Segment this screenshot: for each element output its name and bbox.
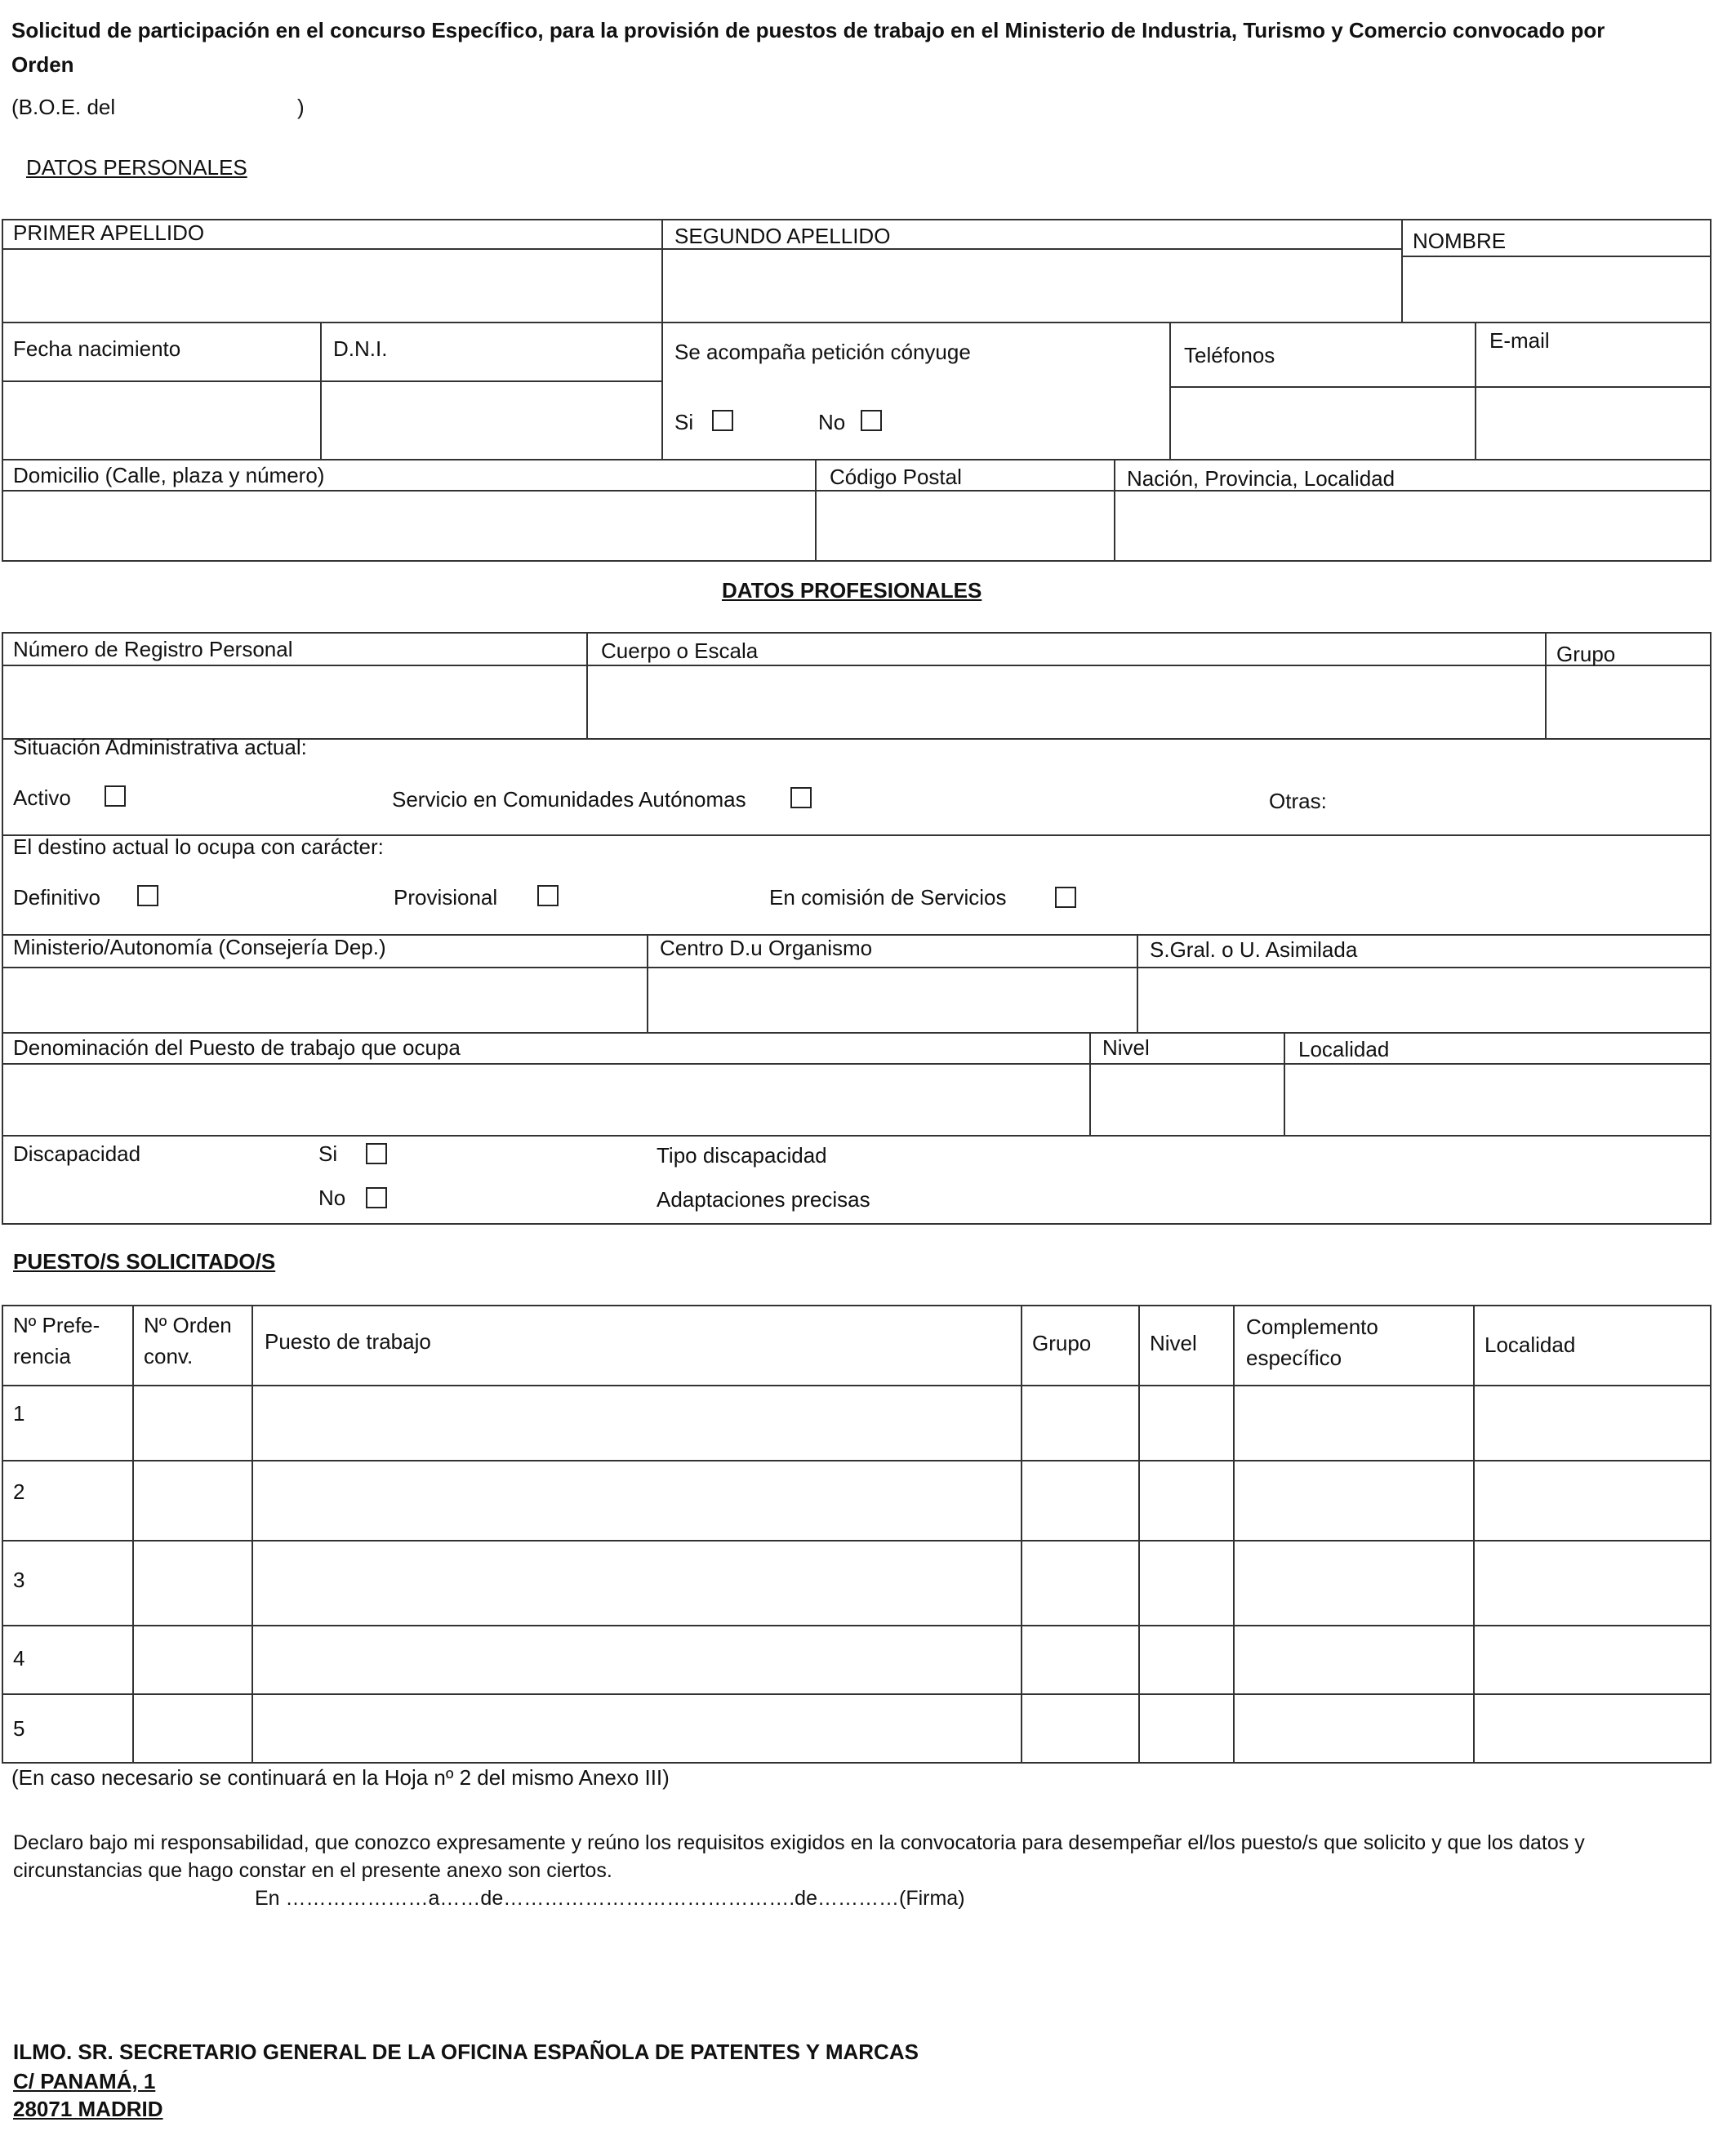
- header-grupo: Grupo: [1032, 1331, 1092, 1355]
- row-number: 2: [13, 1479, 25, 1504]
- label-adaptaciones: Adaptaciones precisas: [657, 1187, 870, 1212]
- label-provisional: Provisional: [394, 885, 498, 910]
- label-comision: En comisión de Servicios: [769, 885, 1007, 910]
- header-localidad: Localidad: [1485, 1332, 1576, 1357]
- label-otras: Otras:: [1269, 789, 1327, 813]
- label-servicio-ccaa: Servicio en Comunidades Autónomas: [392, 787, 746, 812]
- header-orden-line1: Nº Orden: [144, 1313, 232, 1337]
- label-fecha-nacimiento: Fecha nacimiento: [13, 336, 181, 361]
- form-title-line1: Solicitud de participación en el concurso Específico, para la provisión de puestos de trabajo en el Ministerio de Industria, Turismo y Comercio convocado por: [11, 18, 1605, 42]
- label-grupo: Grupo: [1556, 642, 1616, 666]
- header-orden-line2: conv.: [144, 1344, 194, 1368]
- label-nrp: Número de Registro Personal: [13, 637, 293, 661]
- label-destino: El destino actual lo ocupa con carácter:: [13, 834, 384, 859]
- label-ministerio: Ministerio/Autonomía (Consejería Dep.): [13, 935, 386, 959]
- label-nivel: Nivel: [1102, 1035, 1150, 1060]
- row-number: 1: [13, 1401, 25, 1426]
- declaration-line1: Declaro bajo mi responsabilidad, que conozco expresamente y reúno los requisitos exigidos en la convocatoria para desempeñar el/los puesto/s que solicito y que los datos y: [13, 1831, 1585, 1854]
- label-situacion: Situación Administrativa actual:: [13, 735, 307, 759]
- label-definitivo: Definitivo: [13, 885, 100, 910]
- boe-close: ): [297, 95, 305, 119]
- checkbox-servicio-ccaa[interactable]: [790, 787, 812, 808]
- label-discapacidad-si: Si: [318, 1141, 338, 1166]
- label-centro: Centro D.u Organismo: [660, 936, 873, 960]
- label-telefonos: Teléfonos: [1184, 343, 1275, 367]
- label-cuerpo: Cuerpo o Escala: [601, 638, 759, 663]
- label-nombre: NOMBRE: [1413, 229, 1507, 253]
- continuation-note: (En caso necesario se continuará en la Hoja nº 2 del mismo Anexo III): [11, 1765, 670, 1790]
- signature-line: En …………………a……de…………………………………….de…………(Firma): [255, 1887, 965, 1910]
- label-primer-apellido: PRIMER APELLIDO: [13, 220, 205, 245]
- label-conyuge-si: Si: [674, 410, 694, 434]
- header-complemento-line2: específico: [1246, 1346, 1342, 1370]
- checkbox-discapacidad-no[interactable]: [366, 1187, 387, 1208]
- declaration-line2: circunstancias que hago constar en el presente anexo son ciertos.: [13, 1859, 612, 1882]
- label-domicilio: Domicilio (Calle, plaza y número): [13, 463, 325, 487]
- form-title-line2: Orden: [11, 52, 74, 77]
- header-pref-line2: rencia: [13, 1344, 71, 1368]
- checkbox-conyuge-no[interactable]: [861, 410, 882, 431]
- section-datos-personales: DATOS PERSONALES: [26, 155, 247, 180]
- label-dni: D.N.I.: [333, 336, 388, 361]
- label-discapacidad-no: No: [318, 1186, 346, 1210]
- label-discapacidad: Discapacidad: [13, 1141, 141, 1166]
- checkbox-discapacidad-si[interactable]: [366, 1143, 387, 1164]
- section-datos-profesionales: DATOS PROFESIONALES: [722, 578, 982, 603]
- header-complemento-line1: Complemento: [1246, 1315, 1378, 1339]
- label-conyuge: Se acompaña petición cónyuge: [674, 340, 971, 364]
- checkbox-provisional[interactable]: [537, 885, 559, 906]
- label-tipo-discapacidad: Tipo discapacidad: [657, 1143, 827, 1168]
- checkbox-conyuge-si[interactable]: [712, 410, 733, 431]
- recipient-line1: ILMO. SR. SECRETARIO GENERAL DE LA OFICINA ESPAÑOLA DE PATENTES Y MARCAS: [13, 2040, 919, 2064]
- personal-data-table: [2, 219, 1712, 562]
- label-nacion: Nación, Provincia, Localidad: [1127, 466, 1395, 491]
- row-number: 3: [13, 1568, 25, 1592]
- header-nivel: Nivel: [1150, 1331, 1197, 1355]
- header-puesto: Puesto de trabajo: [265, 1329, 431, 1354]
- section-puestos-solicitados: PUESTO/S SOLICITADO/S: [13, 1249, 276, 1274]
- label-localidad: Localidad: [1298, 1037, 1390, 1061]
- label-codigo-postal: Código Postal: [830, 465, 962, 489]
- recipient-city: 28071 MADRID: [13, 2097, 163, 2121]
- checkbox-activo[interactable]: [105, 785, 126, 807]
- label-denominacion: Denominación del Puesto de trabajo que ocupa: [13, 1035, 461, 1060]
- recipient-address: C/ PANAMÁ, 1: [13, 2069, 156, 2093]
- label-email: E-mail: [1489, 328, 1550, 353]
- row-number: 4: [13, 1646, 25, 1671]
- label-segundo-apellido: SEGUNDO APELLIDO: [674, 224, 891, 248]
- checkbox-comision[interactable]: [1055, 887, 1076, 908]
- checkbox-definitivo[interactable]: [137, 885, 158, 906]
- label-conyuge-no: No: [818, 410, 846, 434]
- row-number: 5: [13, 1716, 25, 1741]
- header-pref-line1: Nº Prefe-: [13, 1313, 100, 1337]
- label-sgral: S.Gral. o U. Asimilada: [1150, 937, 1358, 962]
- boe-label: (B.O.E. del: [11, 95, 116, 119]
- label-activo: Activo: [13, 785, 71, 810]
